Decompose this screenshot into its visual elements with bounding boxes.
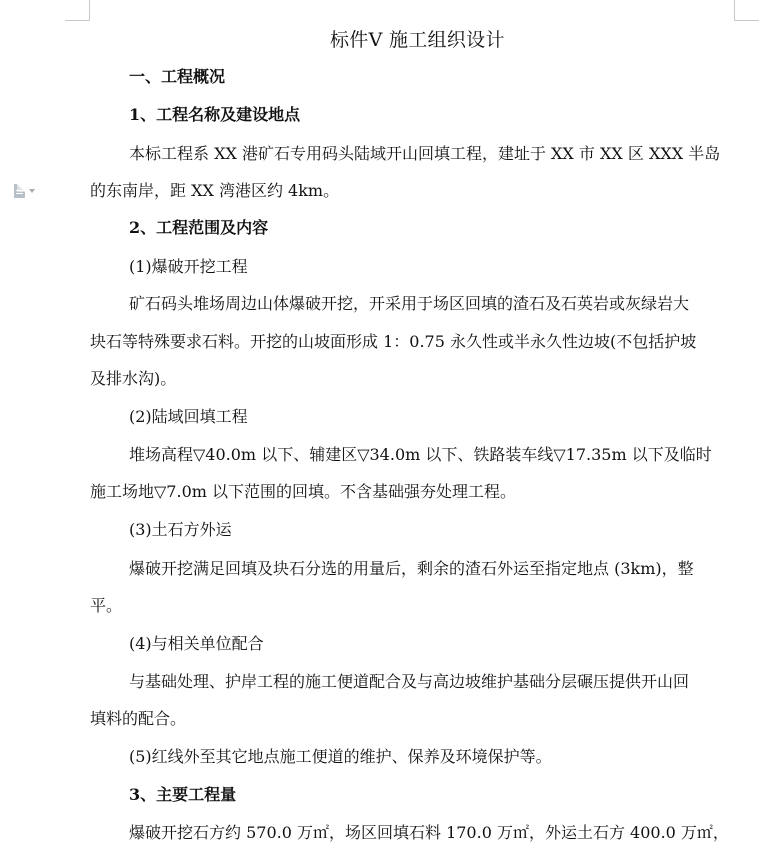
paragraph-line: 的东南岸，距 XX 湾港区约 4km。	[90, 181, 340, 200]
caret-down-icon	[29, 189, 35, 193]
paragraph-line: 平。	[90, 596, 123, 615]
paragraph-line: 与基础处理、护岸工程的施工便道配合及与高边坡维护基础分层碾压提供开山回	[129, 672, 690, 691]
paragraph-line: 填料的配合。	[90, 709, 187, 728]
heading-main-quantities: 3、主要工程量	[129, 785, 237, 804]
heading-project-name-location: 1、工程名称及建设地点	[129, 105, 301, 124]
paragraph-line: 堆场高程▽40.0m 以下、辅建区▽34.0m 以下、铁路装车线▽17.35m 以下及临时	[129, 445, 712, 464]
paragraph-line: 爆破开挖石方约 570.0 万㎡，场区回填石料 170.0 万㎡，外运土石方 400.0 万㎡，	[129, 823, 729, 842]
subheading-backfill: (2)陆域回填工程	[129, 407, 248, 426]
paragraph-line: 爆破开挖满足回填及块石分选的用量后，剩余的渣石外运至指定地点 (3km)，整	[129, 559, 694, 578]
subheading-earth-transport: (3)土石方外运	[129, 520, 232, 539]
page-corner-mark-top-right	[734, 0, 759, 21]
paragraph-options-button[interactable]	[14, 183, 42, 199]
paragraph-line: 及排水沟)。	[90, 369, 177, 388]
heading-project-overview: 一、工程概况	[129, 67, 226, 86]
page-corner-mark-top-left	[65, 0, 90, 21]
paragraph-line: 施工场地▽7.0m 以下范围的回填。不含基础强夯处理工程。	[90, 482, 517, 501]
paragraph-line: 本标工程系 XX 港矿石专用码头陆域开山回填工程，建址于 XX 市 XX 区 XXX 半岛	[129, 144, 721, 163]
heading-project-scope: 2、工程范围及内容	[129, 218, 269, 237]
subheading-maintenance: (5)红线外至其它地点施工便道的维护、保养及环境保护等。	[129, 747, 552, 766]
subheading-coordination: (4)与相关单位配合	[129, 634, 264, 653]
subheading-blasting: (1)爆破开挖工程	[129, 257, 248, 276]
paragraph-line: 块石等特殊要求石料。开挖的山坡面形成 1：0.75 永久性或半永久性边坡(不包括护坡	[90, 332, 697, 351]
document-title: 标件Ⅴ 施工组织设计	[330, 29, 505, 51]
paragraph-line: 矿石码头堆场周边山体爆破开挖，开采用于场区回填的渣石及石英岩或灰绿岩大	[129, 294, 690, 313]
document-icon	[14, 184, 25, 198]
